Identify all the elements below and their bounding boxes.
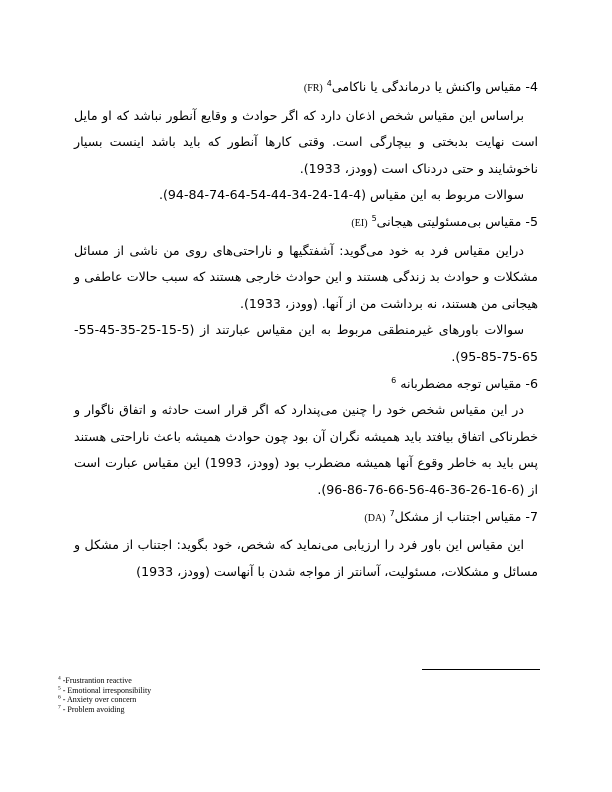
section-heading-6: 6- مقیاس توجه مضطربانه $^6$ <box>391 375 538 391</box>
footnote-ref-4: 4 <box>326 78 332 88</box>
section-heading-7: 7- مقیاس اجتناب از مشکل$^7$ (DA) <box>364 508 538 524</box>
scale-tag-ei: (EI) <box>351 217 368 229</box>
footnote-7: $^7$ - Problem avoiding <box>58 703 125 714</box>
paragraph: سوالات باورهای غیرمنطقی مربوط به این مقیاس عبارتند از (5-15-25-35-45-55-65-75-85-95). <box>74 322 538 364</box>
paragraph: در این مقیاس شخص خود را چنین می‌پندارد که اگر قرار است حادثه و اتفاق ناگوار و خطرناکی اتفاق بیافتد باید همیشه نگران آن بود چون حوادث همیشه باعث ناراحتی هستند پس باید به خاطر وقوع آنها همیشه مضطرب بود (وودز، 1993) این مقیاس عبارت است از (6-16-26-36-46-56-66-76-86-96). <box>74 402 538 497</box>
footnote-ref-6: 6 <box>391 375 397 385</box>
footnote-divider <box>422 669 540 670</box>
footnotes <box>58 676 358 714</box>
footnote-ref-5: 5 <box>371 213 377 223</box>
footnote-5: $^5$ - Emotional irresponsibility <box>58 684 152 695</box>
footnote-6: $^6$ - Anxiety over concern <box>58 694 137 704</box>
paragraph: دراین مقیاس فرد به خود می‌گوید: آشفتگیها و ناراحتی‌های روی من ناشی از مسائل مشکلات و حوادث بد زندگی هستند و این حوادث خارجی هستند که سبب حالات عاطفی و هیجانی من هستند، نه برداشت من از آنها. (وودز، 1933). <box>74 242 538 311</box>
scale-tag-da: (DA) <box>364 512 386 524</box>
section-heading-4: 4- مقیاس واکنش یا درماندگی یا ناکامی$^4$ (FR) <box>303 78 538 94</box>
footnote-ref-7: 7 <box>389 508 395 518</box>
footnote-4: $^4$ -Frustrantion reactive <box>58 675 132 685</box>
section-heading-5: 5- مقیاس بی‌مسئولیتی هیجانی$^5$ (EI) <box>351 213 538 229</box>
body-text <box>74 74 538 585</box>
scale-tag-fr: (FR) <box>303 83 323 94</box>
paragraph: این مقیاس این باور فرد را ارزیابی می‌نماید که شخص، خود بگوید: اجتناب از مشکل و مسائل و مشکلات، مسئولیت، آسانتر از مواجه شدن با آنهاست (وودز، 1933) <box>74 537 538 579</box>
paragraph: براساس این مقیاس شخص اذعان دارد که اگر حوادث و وقایع آنطور نباشد که او مایل است نهایت بدبختی و بیچارگی است. وقتی کارها آنطور که باید باشد اینست بسیار ناخوشایند و حتی دردناک است (وودز، 1933). <box>74 107 538 176</box>
paragraph: سوالات مربوط به این مقیاس (4-14-24-34-44-54-64-74-84-94). <box>159 187 524 203</box>
